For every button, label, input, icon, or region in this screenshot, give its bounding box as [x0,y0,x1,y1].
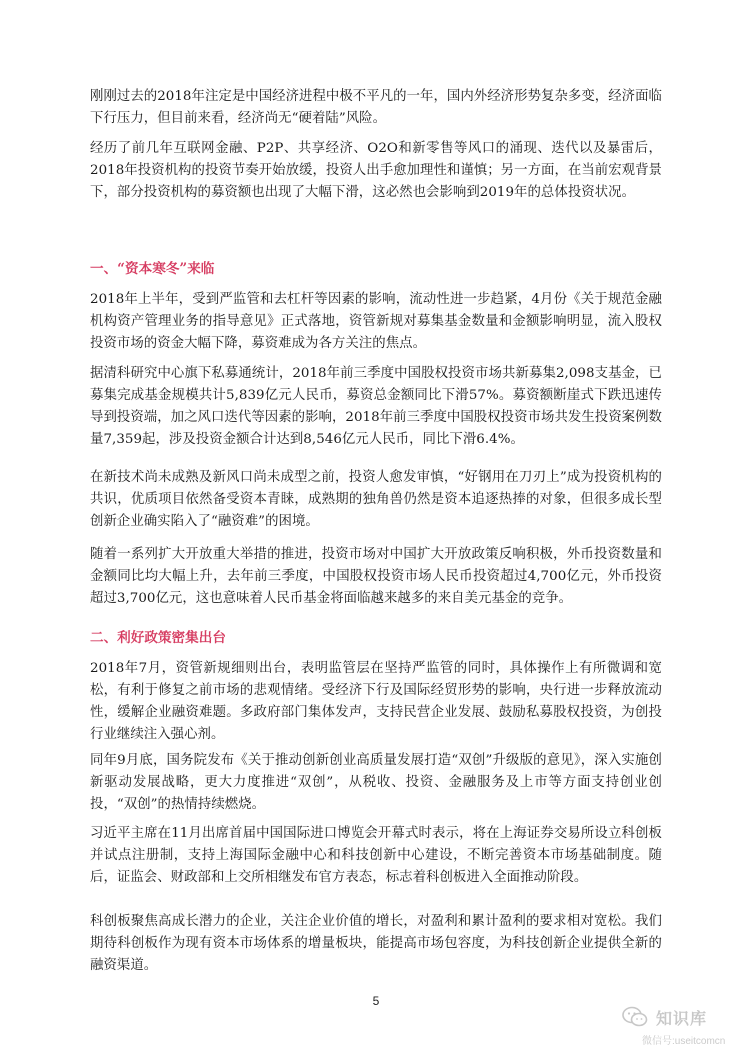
paragraph-s1-1: 2018年上半年，受到严监管和去杠杆等因素的影响，流动性进一步趋紧，4月份《关于规范金融机构资产管理业务的指导意见》正式落地，资管新规对募集基金数量和金额影响明显，流入股权投资市场的资金大幅下降，募资难成为各方关注的焦点。 [90,292,662,351]
section-heading-capital-winter: 一、“资本寒冬”来临 [90,261,215,277]
paragraph-intro-2: 经历了前几年互联网金融、P2P、共享经济、O2O和新零售等风口的涌现、迭代以及暴雷后，2018年投资机构的投资节奏开始放缓，投资人出手愈加理性和谨慎；另一方面，在当前宏观背景下，部分投资机构的募资额也出现了大幅下滑，这必然也会影响到2019年的总体投资状况。 [90,141,662,200]
paragraph-s2-1: 2018年7月，资管新规细则出台，表明监管层在坚持严监管的同时，具体操作上有所微调和宽松，有利于修复之前市场的悲观情绪。受经济下行及国际经贸形势的影响，央行进一步释放流动性，缓解企业融资难题。多政府部门集体发声，支持民营企业发展、鼓励私募股权投资，为创投行业继续注入强心剂。 [90,661,662,742]
watermark-title: 知识库 [656,1011,708,1028]
wechat-icon [622,1006,648,1028]
watermark-subtitle: 微信号:useitcomcn [642,1036,726,1047]
paragraph-s1-2: 据清科研究中心旗下私募通统计，2018年前三季度中国股权投资市场共新募集2,098支基金，已募集完成基金规模共计5,839亿元人民币，募资总金额同比下滑57%。募资额断崖式下跌迅速传导到投资端，加之风口迭代等因素的影响，2018年前三季度中国股权投资市场共发生投资案例数量7,359起，涉及投资金额合计达到8,546亿元人民币，同比下滑6.4%。 [90,366,662,447]
page-number: 5 [372,994,380,1008]
section-heading-policy: 二、利好政策密集出台 [90,630,226,646]
paragraph-s2-3: 习近平主席在11月出席首届中国国际进口博览会开幕式时表示，将在上海证券交易所设立科创板并试点注册制，支持上海国际金融中心和科技创新中心建设，不断完善资本市场基础制度。随后，证监会、财政部和上交所相继发布官方表态，标志着科创板进入全面推动阶段。 [90,826,662,885]
paragraph-s2-2: 同年9月底，国务院发布《关于推动创新创业高质量发展打造“双创”升级版的意见》，深入实施创新驱动发展战略，更大力度推进“双创”，从税收、投资、金融服务及上市等方面支持创业创投，“双创”的热情持续燃烧。 [90,753,662,812]
paragraph-s2-4: 科创板聚焦高成长潜力的企业，关注企业价值的增长，对盈利和累计盈利的要求相对宽松。我们期待科创板作为现有资本市场体系的增量板块，能提高市场包容度，为科技创新企业提供全新的融资渠道。 [90,914,662,973]
paragraph-intro-1: 刚刚过去的2018年注定是中国经济进程中极不平凡的一年，国内外经济形势复杂多变，经济面临下行压力，但目前来看，经济尚无“硬着陆”风险。 [90,89,662,126]
paragraph-s1-3: 在新技术尚未成熟及新风口尚未成型之前，投资人愈发审慎，“好钢用在刀刃上”成为投资机构的共识，优质项目依然备受资本青睐，成熟期的独角兽仍然是资本追逐热捧的对象，但很多成长型创新企业确实陷入了“融资难”的困境。 [90,470,662,529]
paragraph-s1-4: 随着一系列扩大开放重大举措的推进，投资市场对中国扩大开放政策反响积极，外币投资数量和金额同比均大幅上升，去年前三季度，中国股权投资市场人民币投资超过4,700亿元，外币投资超过3,700亿元，这也意味着人民币基金将面临越来越多的来自美元基金的竞争。 [90,547,662,606]
watermark [622,1006,740,1050]
